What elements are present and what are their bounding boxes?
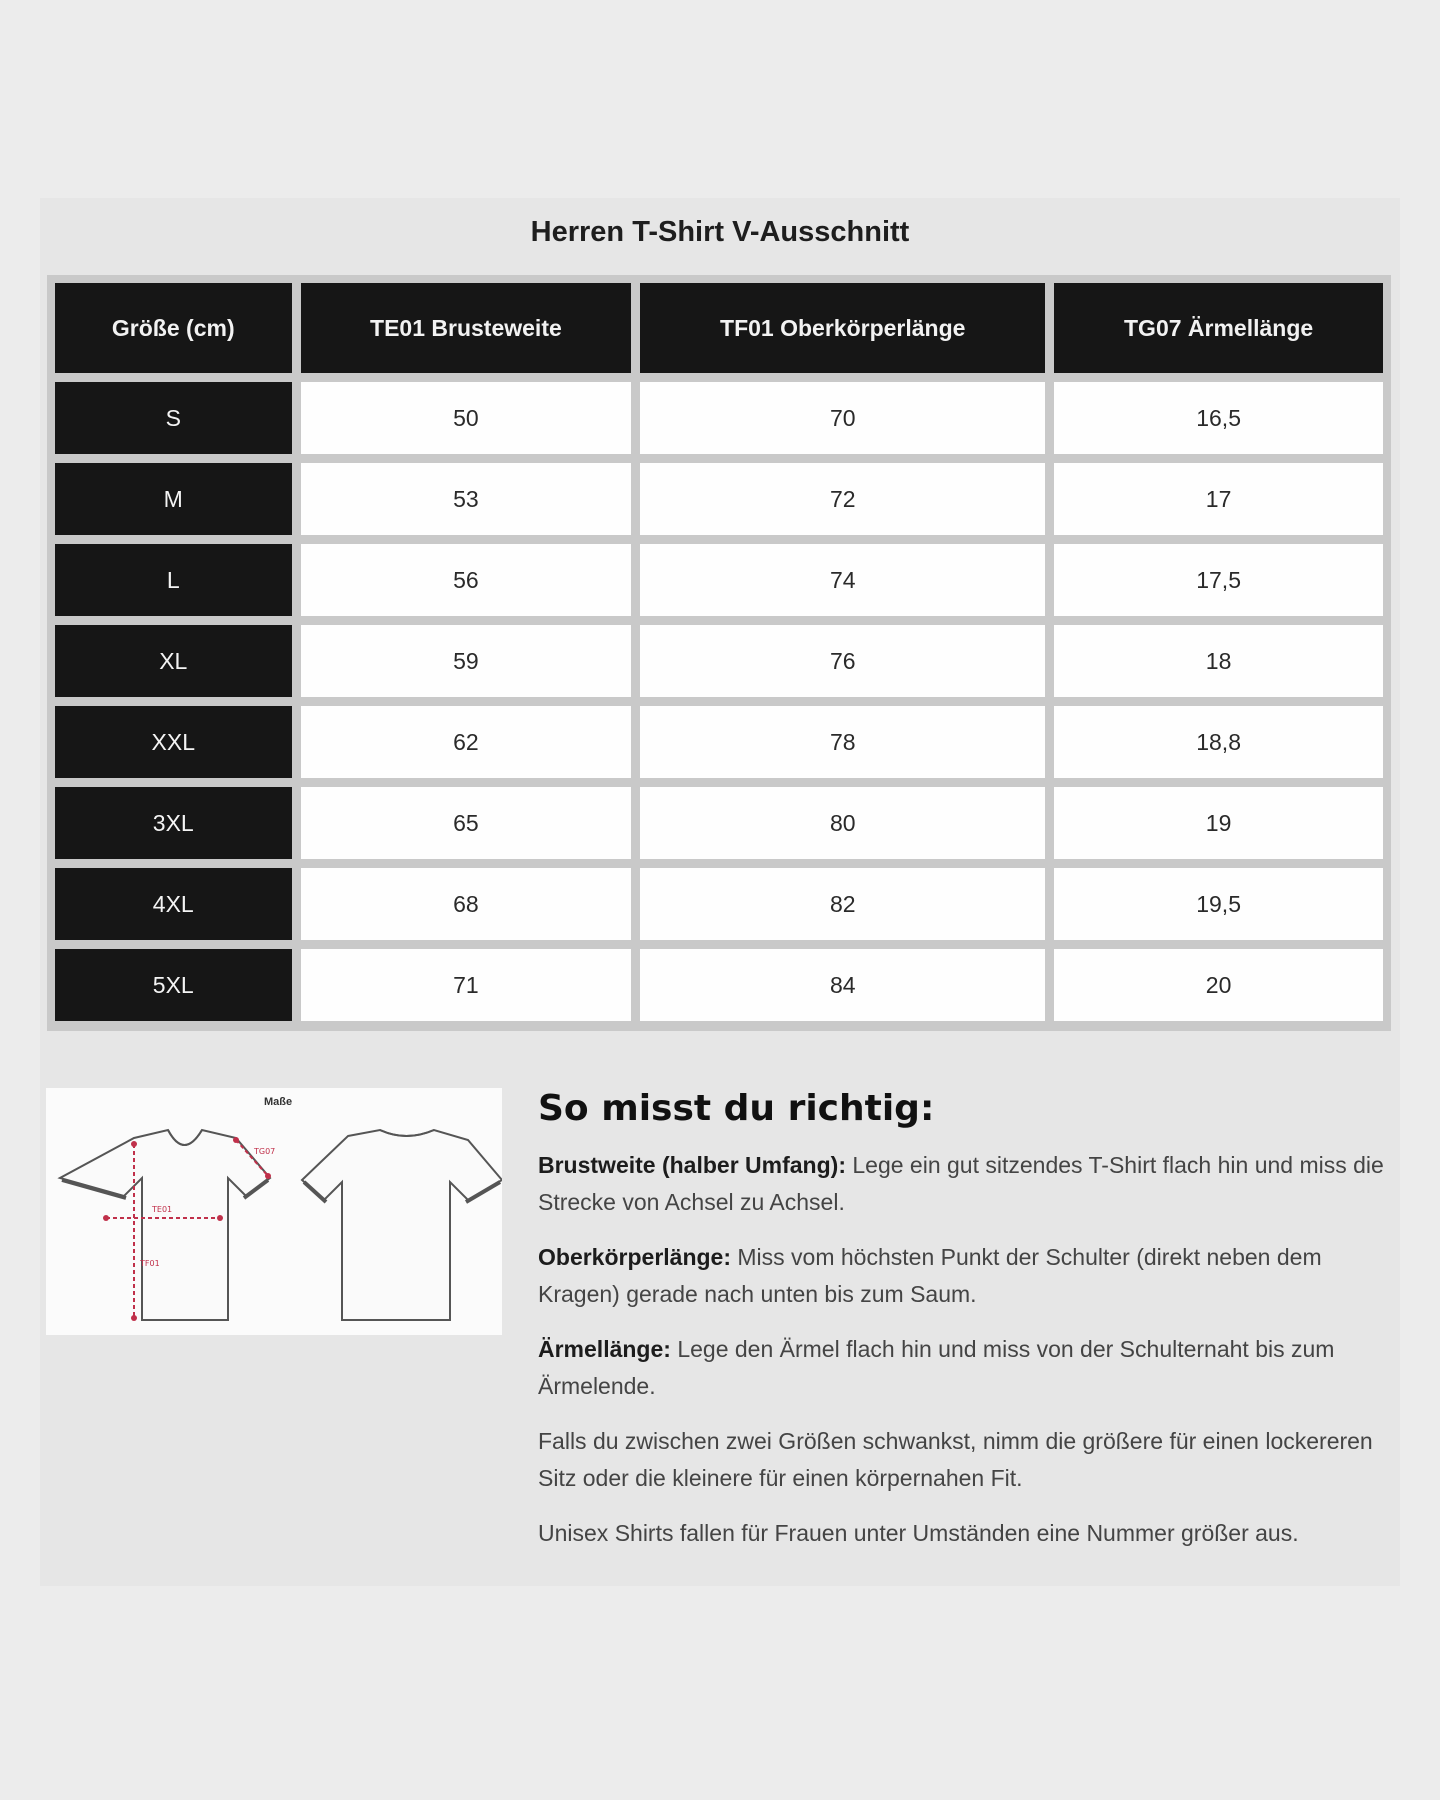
table-row xyxy=(55,544,1383,616)
sleeve-cell: 17 xyxy=(1054,463,1383,535)
sleeve-cell: 20 xyxy=(1054,949,1383,1021)
instruction-chest: Brustweite (halber Umfang): Lege ein gut sitzendes T-Shirt flach hin und miss die Strecke von Achsel zu Achsel. xyxy=(538,1152,1384,1215)
size-table xyxy=(46,274,1392,1030)
chest-code-label: TE01 xyxy=(152,1205,173,1214)
chest-cell: 50 xyxy=(301,382,632,454)
chest-cell: 53 xyxy=(301,463,632,535)
chest-cell: 59 xyxy=(301,625,632,697)
size-cell: 4XL xyxy=(55,868,292,940)
table-row xyxy=(55,787,1383,859)
size-cell: XXL xyxy=(55,706,292,778)
length-cell: 72 xyxy=(640,463,1045,535)
chest-cell: 56 xyxy=(301,544,632,616)
length-cell: 76 xyxy=(640,625,1045,697)
size-advice-note: Falls du zwischen zwei Größen schwankst, nimm die größere für einen lockereren Sitz oder die kleinere für einen körpernahen Fit. xyxy=(538,1428,1373,1491)
sleeve-cell: 18,8 xyxy=(1054,706,1383,778)
length-cell: 78 xyxy=(640,706,1045,778)
length-code-label: TF01 xyxy=(140,1259,160,1268)
size-cell: XL xyxy=(55,625,292,697)
header-size: Größe (cm) xyxy=(55,283,292,373)
tshirt-outline-illustration xyxy=(46,1088,502,1335)
length-cell: 70 xyxy=(640,382,1045,454)
length-cell: 80 xyxy=(640,787,1045,859)
length-cell: 84 xyxy=(640,949,1045,1021)
size-chart-card xyxy=(40,198,1400,1586)
sleeve-cell: 16,5 xyxy=(1054,382,1383,454)
instruction-length: Oberkörperlänge: Miss vom höchsten Punkt der Schulter (direkt neben dem Kragen) gerade nach unten bis zum Saum. xyxy=(538,1244,1322,1307)
table-row xyxy=(55,463,1383,535)
size-cell: L xyxy=(55,544,292,616)
table-row xyxy=(55,706,1383,778)
diagram-label: Maße xyxy=(264,1096,293,1108)
chest-cell: 65 xyxy=(301,787,632,859)
measurement-diagram xyxy=(46,1088,502,1335)
chest-cell: 71 xyxy=(301,949,632,1021)
instructions-heading: So misst du richtig: xyxy=(538,1088,935,1129)
front-shirt-outline xyxy=(60,1130,270,1320)
table-row xyxy=(55,625,1383,697)
chest-cell: 68 xyxy=(301,868,632,940)
size-cell: S xyxy=(55,382,292,454)
sleeve-cell: 17,5 xyxy=(1054,544,1383,616)
size-cell: 3XL xyxy=(55,787,292,859)
length-cell: 74 xyxy=(640,544,1045,616)
sleeve-code-label: TG07 xyxy=(254,1147,276,1156)
sleeve-cell: 19,5 xyxy=(1054,868,1383,940)
table-row xyxy=(55,382,1383,454)
measurement-instructions xyxy=(538,1088,1388,1570)
size-cell: 5XL xyxy=(55,949,292,1021)
header-sleeve-length: TG07 Ärmellänge xyxy=(1054,283,1383,373)
table-row xyxy=(55,868,1383,940)
length-cell: 82 xyxy=(640,868,1045,940)
chest-cell: 62 xyxy=(301,706,632,778)
chart-title: Herren T-Shirt V-Ausschnitt xyxy=(530,216,910,248)
table-header-row xyxy=(55,283,1383,373)
table-row xyxy=(55,949,1383,1021)
size-cell: M xyxy=(55,463,292,535)
size-table-frame xyxy=(47,275,1391,1031)
header-body-length: TF01 Oberkörperlänge xyxy=(640,283,1045,373)
sleeve-cell: 18 xyxy=(1054,625,1383,697)
instruction-sleeve: Ärmellänge: Lege den Ärmel flach hin und miss von der Schulternaht bis zum Ärmelende. xyxy=(538,1336,1335,1399)
header-chest-width: TE01 Brusteweite xyxy=(301,283,632,373)
back-shirt-outline xyxy=(302,1130,502,1320)
sleeve-cell: 19 xyxy=(1054,787,1383,859)
unisex-note: Unisex Shirts fallen für Frauen unter Umständen eine Nummer größer aus. xyxy=(538,1520,1299,1546)
